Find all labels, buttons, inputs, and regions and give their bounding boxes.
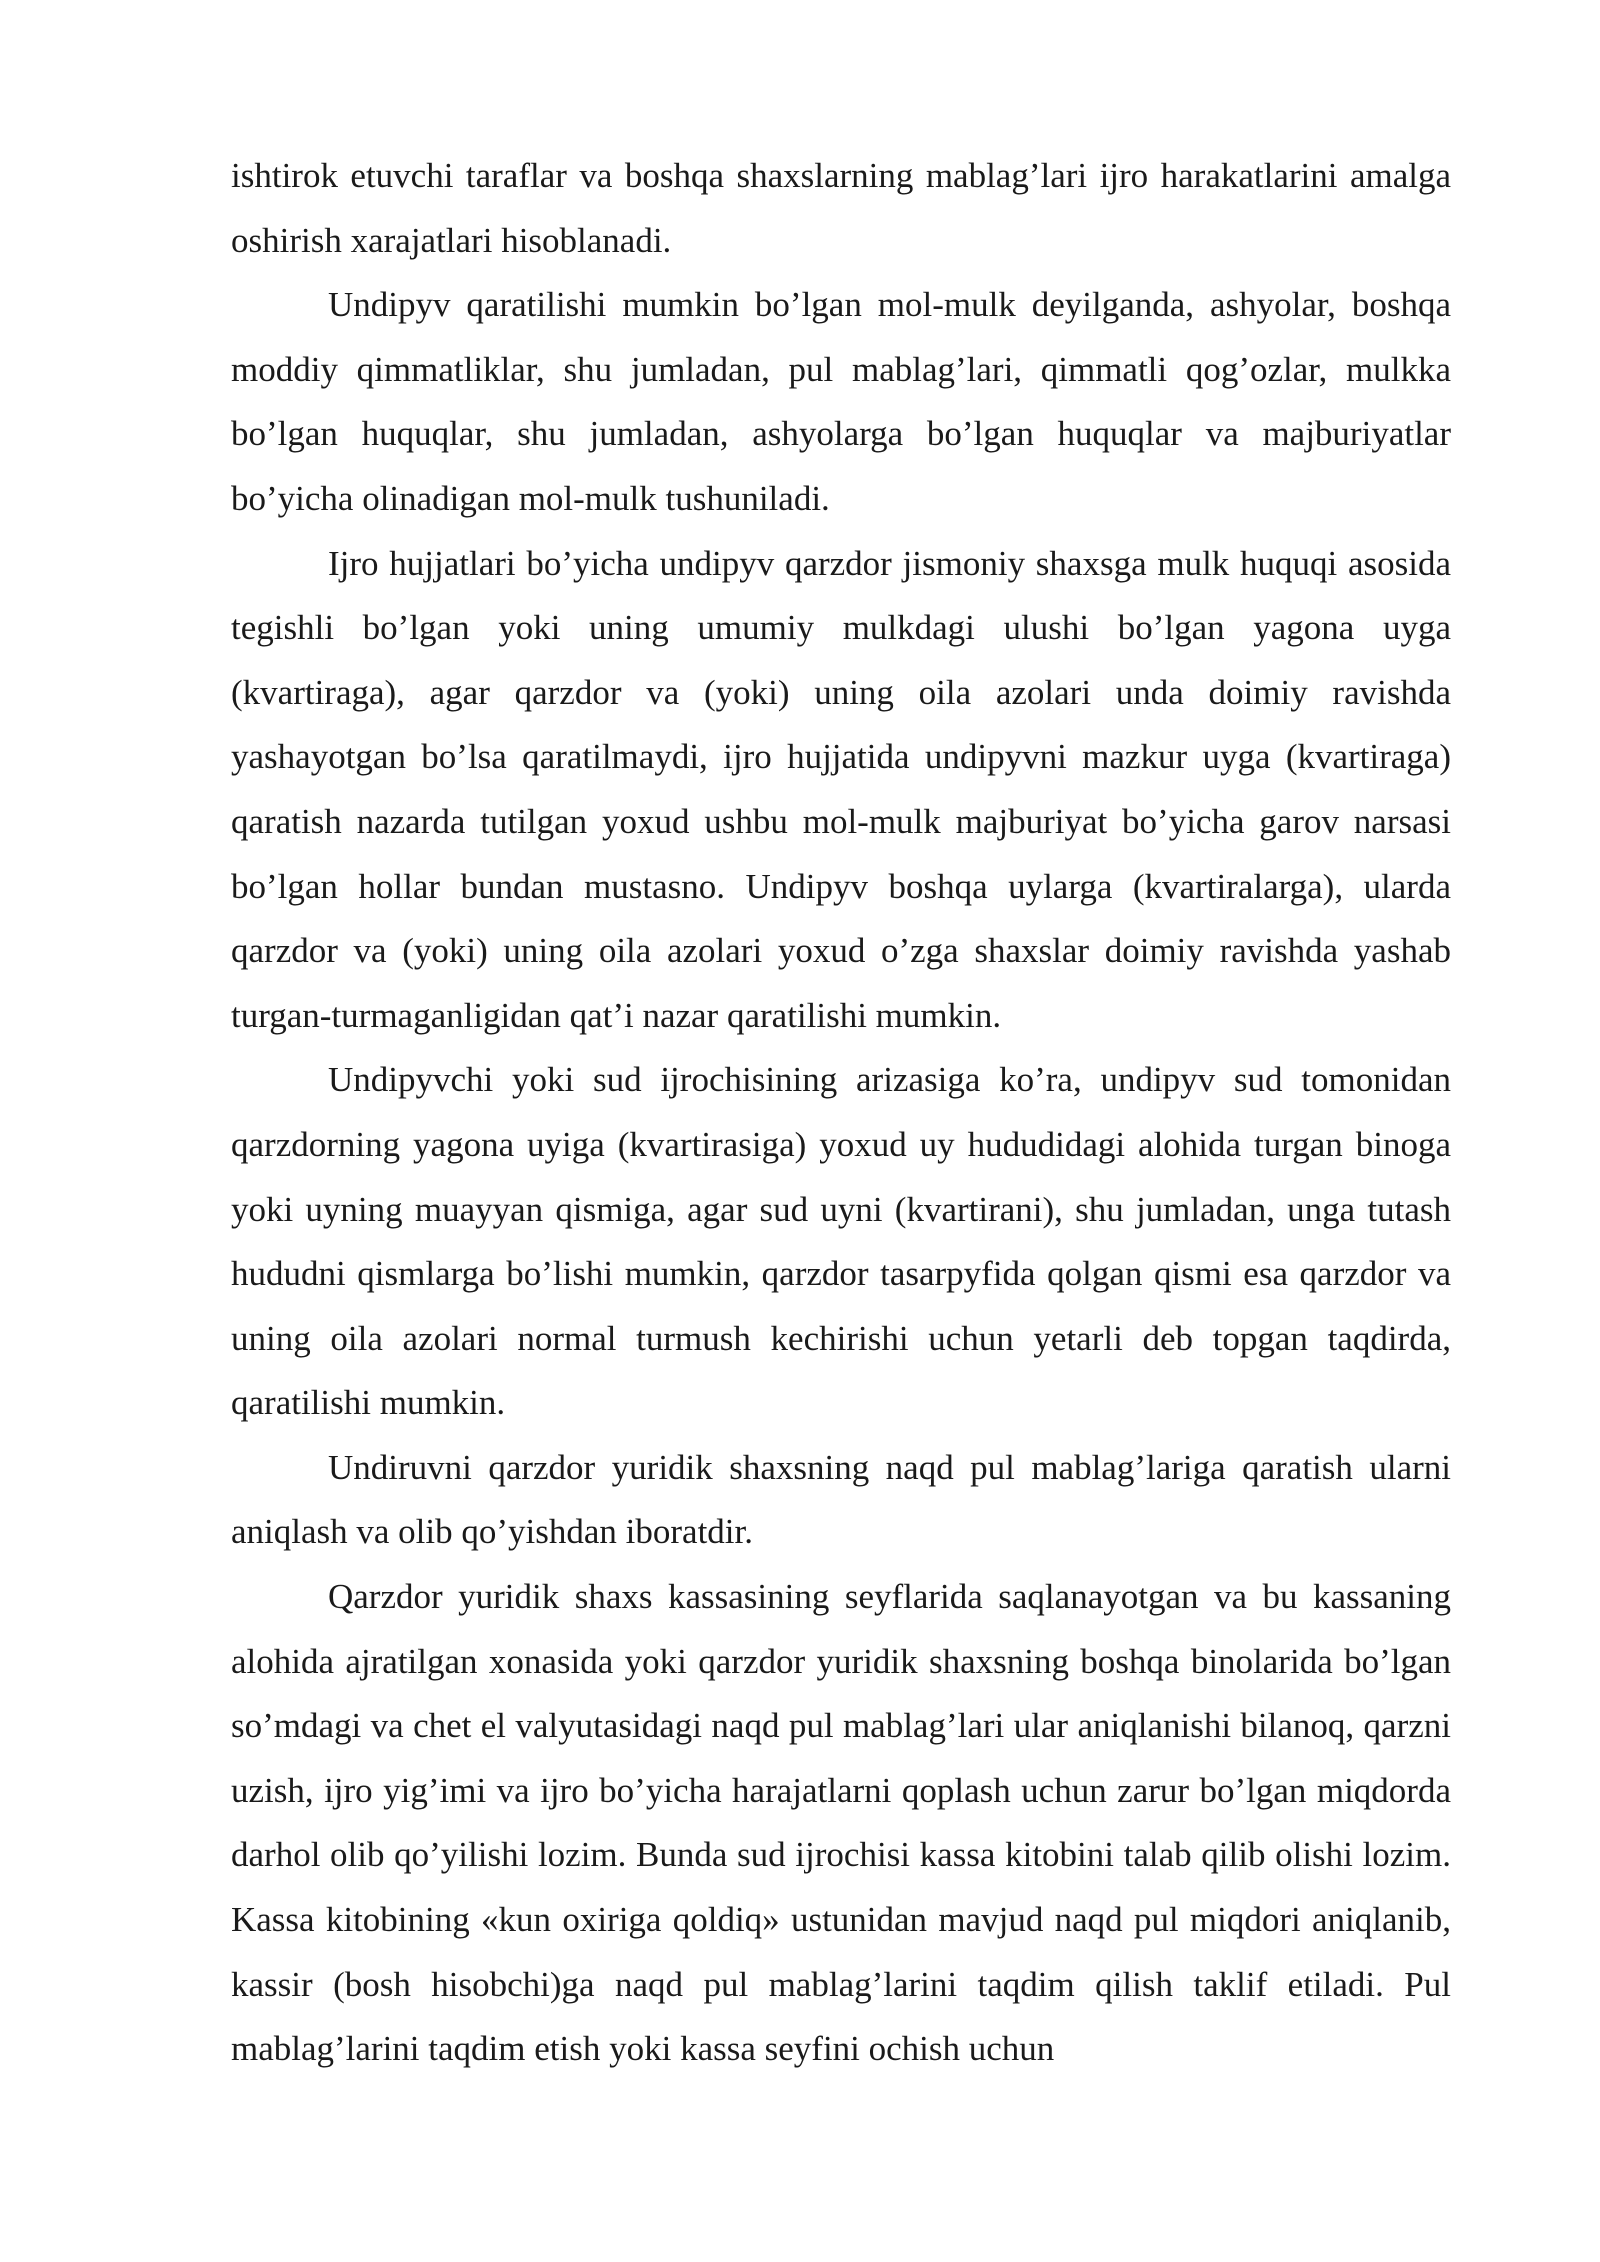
paragraph-6: Qarzdor yuridik shaxs kassasining seyflarida saqlanayotgan va bu kassaning alohida ajratilgan xonasida yoki qarzdor yuridik shaxsning boshqa binolarida bo’lgan so’mdagi va chet el valyutasidagi naqd pul mablag’lari ular aniqlanishi bilanoq, qarzni uzish, ijro yig’imi va ijro bo’yicha harajatlarni qoplash uchun zarur bo’lgan miqdorda darhol olib qo’yilishi lozim. Bunda sud ijrochisi kassa kitobini talab qilib olishi lozim. Kassa kitobining «kun oxiriga qoldiq» ustunidan mavjud naqd pul miqdori aniqlanib, kassir (bosh hisobchi)ga naqd pul mablag’larini taqdim qilish taklif etiladi. Pul mablag’larini taqdim etish yoki kassa seyfini ochish uchun bbox=[231, 1577, 1451, 2069]
document-body bbox=[231, 144, 1451, 2082]
paragraph-1: ishtirok etuvchi taraflar va boshqa shaxslarning mablag’lari ijro harakatlarini amalga oshirish xarajatlari hisoblanadi. bbox=[231, 156, 1451, 260]
paragraph-5: Undiruvni qarzdor yuridik shaxsning naqd pul mablag’lariga qaratish ularni aniqlash va olib qo’yishdan iboratdir. bbox=[231, 1447, 1451, 1552]
paragraph-4: Undipyvchi yoki sud ijrochisining arizasiga ko’ra, undipyv sud tomonidan qarzdorning yagona uyiga (kvartirasiga) yoxud uy hududidagi alohida turgan binoga yoki uyning muayyan qismiga, agar sud uyni (kvartirani), shu jumladan, unga tutash hududni qismlarga bo’lishi mumkin, qarzdor tasarpyfida qolgan qismi esa qarzdor va uning oila azolari normal turmush kechirishi uchun yetarli deb topgan taqdirda, qaratilishi mumkin. bbox=[231, 1060, 1451, 1423]
paragraph-3: Ijro hujjatlari bo’yicha undipyv qarzdor jismoniy shaxsga mulk huquqi asosida tegishli bo’lgan yoki uning umumiy mulkdagi ulushi bo’lgan yagona uyga (kvartiraga), agar qarzdor va (yoki) uning oila azolari unda doimiy ravishda yashayotgan bo’lsa qaratilmaydi, ijro hujjatida undipyvni mazkur uyga (kvartiraga) qaratish nazarda tutilgan yoxud ushbu mol-mulk majburiyat bo’yicha garov narsasi bo’lgan hollar bundan mustasno. Undipyv boshqa uylarga (kvartiralarga), ularda qarzdor va (yoki) uning oila azolari yoxud o’zga shaxslar doimiy ravishda yashab turgan-turmaganligidan qat’i nazar qaratilishi mumkin. bbox=[231, 543, 1451, 1035]
paragraph-2: Undipyv qaratilishi mumkin bo’lgan mol-mulk deyilganda, ashyolar, boshqa moddiy qimmatliklar, shu jumladan, pul mablag’lari, qimmatli qog’ozlar, mulkka bo’lgan huquqlar, shu jumladan, ashyolarga bo’lgan huquqlar va majburiyatlar bo’yicha olinadigan mol-mulk tushuniladi. bbox=[231, 285, 1451, 518]
